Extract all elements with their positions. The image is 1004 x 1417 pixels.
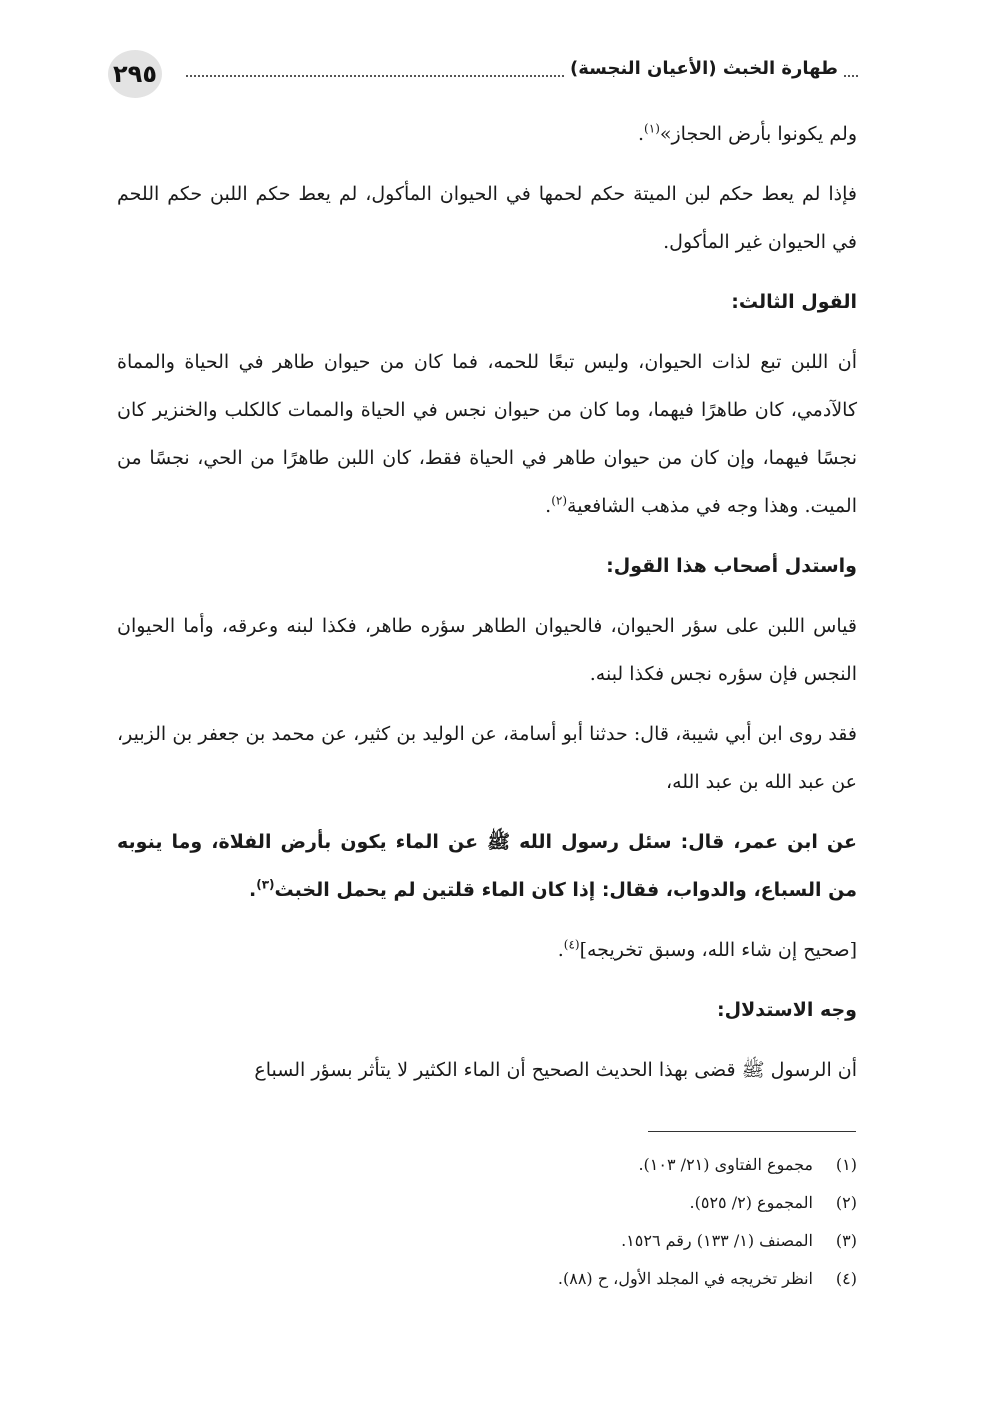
footnote: [257, 1184, 857, 1222]
grading-note: [صحيح إن شاء الله، وسبق تخريجه]$^{(٤)}$.: [557, 937, 857, 961]
section-heading: واستدل أصحاب هذا القول:: [606, 555, 857, 577]
main-text: [117, 110, 857, 1106]
footnote-ref: (١): [644, 121, 660, 136]
section-heading: وجه الاستدلال:: [717, 999, 857, 1021]
page-number: ٢٩٥: [108, 50, 162, 98]
section-heading: القول الثالث:: [731, 291, 857, 313]
footnotes: [257, 1146, 857, 1298]
footnote-text: انظر تخريجه في المجلد الأول، ح (٨٨).: [557, 1269, 813, 1288]
footnote-ref: (٤): [563, 937, 580, 952]
footnote-ref: (٢): [551, 493, 568, 508]
leader-dots-right: [844, 61, 858, 77]
paragraph: فإذا لم يعط حكم لبن الميتة حكم لحمها في الحيوان المأكول، لم يعط حكم اللبن حكم اللحم في الحيوان غير المأكول.: [117, 183, 857, 253]
footnote: [257, 1146, 857, 1184]
running-title-text: طهارة الخبث (الأعيان النجسة): [570, 58, 838, 79]
running-title: [186, 54, 858, 84]
footnote: [257, 1222, 857, 1260]
footnote-separator: [648, 1131, 856, 1132]
footnote-text: مجموع الفتاوى (٢١/ ١٠٣).: [638, 1155, 813, 1174]
footnote-text: المجموع (٢/ ٥٢٥).: [689, 1193, 813, 1212]
footnote-text: المصنف (١/ ١٣٣) رقم ١٥٢٦.: [621, 1231, 813, 1250]
footnote-number: (٢): [835, 1193, 857, 1212]
paragraph: قياس اللبن على سؤر الحيوان، فالحيوان الطاهر سؤره طاهر، فكذا لبنه وعرقه، وأما الحيوان النجس فإن سؤره نجس فكذا لبنه.: [117, 615, 857, 685]
footnote-number: (١): [835, 1155, 857, 1174]
footnote-number: (٤): [835, 1269, 857, 1288]
footnote-ref: (٣): [256, 877, 275, 892]
paragraph: أن الرسول ﷺ قضى بهذا الحديث الصحيح أن الماء الكثير لا يتأثر بسؤر السباع: [254, 1059, 857, 1081]
footnote: [257, 1260, 857, 1298]
page-header: [108, 46, 858, 96]
paragraph: ولم يكونوا بأرض الحجاز»$^{(١)}$.: [638, 121, 857, 145]
leader-dots-left: [186, 61, 564, 77]
hadith-text: عن ابن عمر، قال: سئل رسول الله ﷺ عن الماء يكون بأرض الفلاة، وما ينوبه من السباع، والدواب، فقال: إذا كان الماء قلتين لم يحمل الخبث$^{(٣)}$.: [117, 831, 857, 901]
paragraph: أن اللبن تبع لذات الحيوان، وليس تبعًا للحمه، فما كان من حيوان طاهر في الحياة والمماة كالآدمي، كان طاهرًا فيهما، وما كان من حيوان نجس في الحياة والممات كالكلب والخنزير كان نجسًا فيهما، وإن كان من حيوان طاهر في الحياة فقط، كان اللبن طاهرًا من الحي، نجسًا من الميت. وهذا وجه في مذهب الشافعية$^{(٢)}$.: [117, 351, 857, 517]
paragraph: فقد روى ابن أبي شيبة، قال: حدثنا أبو أسامة، عن الوليد بن كثير، عن محمد بن جعفر بن الزبير، عن عبد الله بن عبد الله،: [117, 723, 857, 793]
footnote-number: (٣): [835, 1231, 857, 1250]
